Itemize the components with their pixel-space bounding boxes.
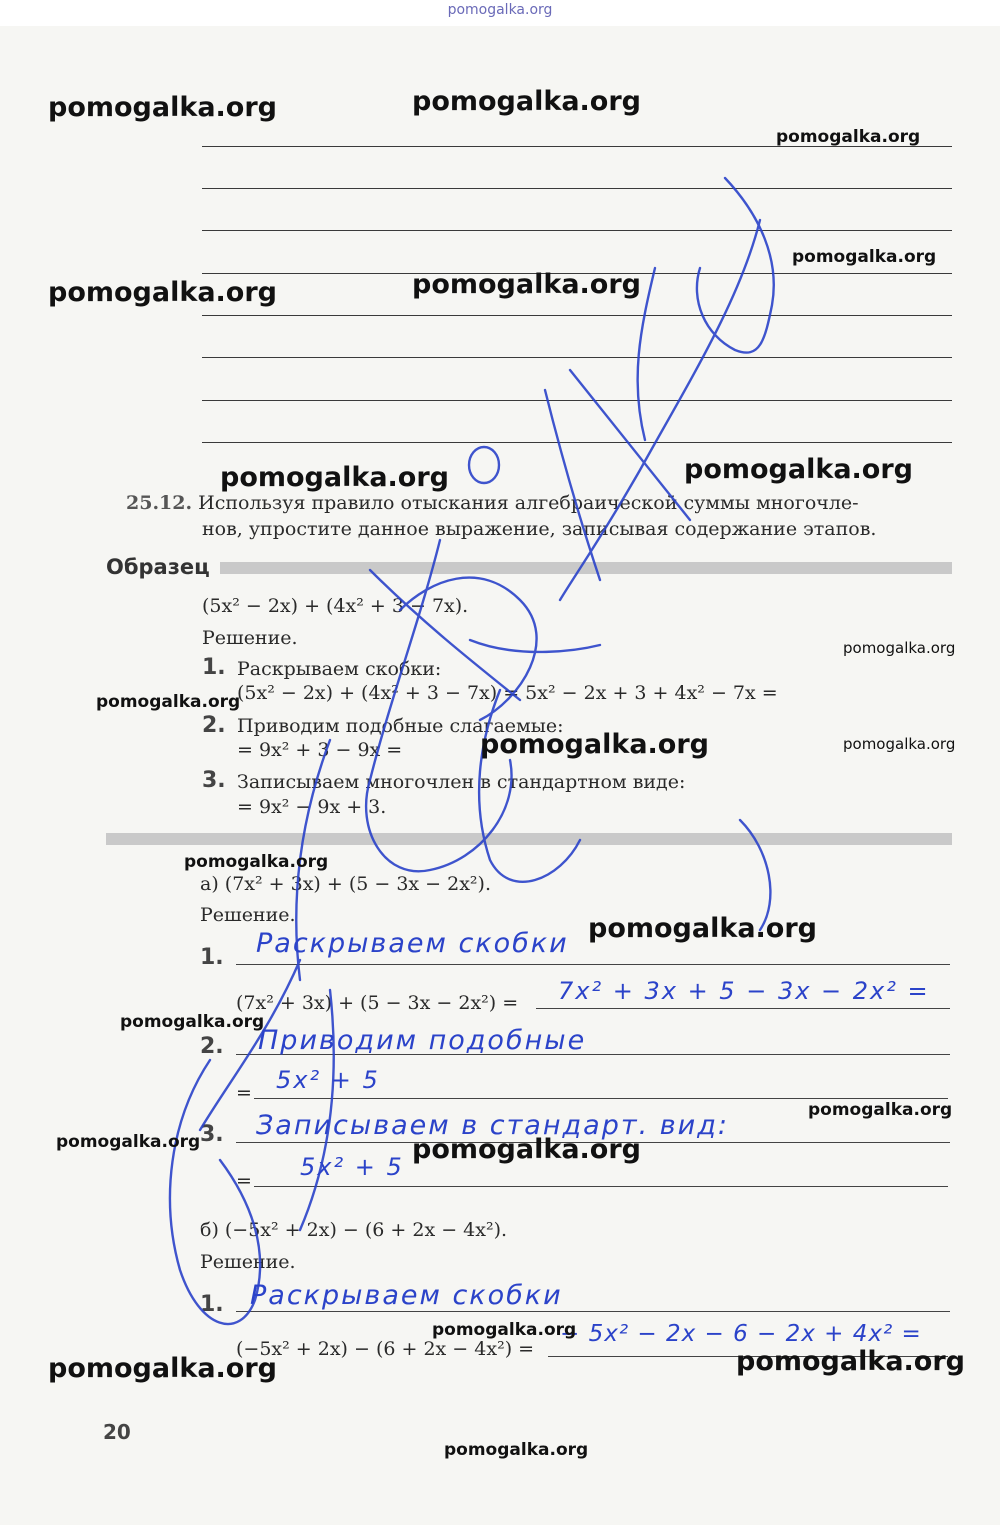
sample-step2-label: Приводим подобные слагаемые: bbox=[237, 715, 564, 737]
watermark: pomogalka.org bbox=[48, 1353, 277, 1384]
part-b-step1-handwriting: Раскрываем скобки bbox=[250, 1280, 563, 1311]
problem-text-line2: нов, упростите данное выражение, записывая содержание этапов. bbox=[202, 518, 877, 540]
watermark: pomogalka.org bbox=[792, 247, 937, 267]
sample-expression: (5x² − 2x) + (4x² + 3 − 7x). bbox=[202, 595, 469, 617]
watermark: pomogalka.org bbox=[96, 692, 241, 712]
watermark: pomogalka.org bbox=[808, 1100, 953, 1120]
watermark: pomogalka.org bbox=[684, 454, 913, 485]
scribble-stroke bbox=[469, 447, 499, 483]
watermark: pomogalka.org bbox=[412, 1134, 641, 1165]
part-a-step3-answer: 5x² + 5 bbox=[300, 1153, 404, 1181]
scribble-stroke bbox=[697, 178, 774, 353]
part-a-solution-label: Решение. bbox=[200, 904, 296, 926]
part-b-task: б) (−5x² + 2x) − (6 + 2x − 4x²). bbox=[200, 1219, 508, 1241]
sample-heading: Образец bbox=[106, 555, 216, 579]
sample-step3-label: Записываем многочлен в стандартном виде: bbox=[237, 771, 686, 793]
scribble-stroke bbox=[170, 1060, 260, 1324]
watermark: pomogalka.org bbox=[736, 1346, 965, 1377]
scribble-stroke bbox=[545, 390, 600, 580]
watermark: pomogalka.org bbox=[48, 92, 277, 123]
watermark: pomogalka.org bbox=[588, 913, 817, 944]
scribble-stroke bbox=[570, 370, 690, 520]
sample-step1-work: (5x² − 2x) + (4x² + 3 − 7x) = 5x² − 2x + 3 + 4x² − 7x = bbox=[237, 682, 778, 704]
watermark: pomogalka.org bbox=[412, 86, 641, 117]
part-b-solution-label: Решение. bbox=[200, 1251, 296, 1273]
watermark: pomogalka.org bbox=[220, 462, 449, 493]
part-a-step3-handwriting: Записываем в стандарт. вид: bbox=[256, 1110, 729, 1141]
sample-step1-number: 1. bbox=[202, 655, 226, 680]
watermark: pomogalka.org bbox=[184, 852, 329, 872]
part-a-task: а) (7x² + 3x) + (5 − 3x − 2x²). bbox=[200, 873, 492, 895]
scribble-stroke bbox=[200, 960, 300, 1130]
page-number: 20 bbox=[103, 1420, 131, 1444]
sample-step1-label: Раскрываем скобки: bbox=[237, 658, 442, 680]
sample-step3-work: = 9x² − 9x + 3. bbox=[237, 796, 387, 818]
watermark: pomogalka.org bbox=[56, 1132, 201, 1152]
part-b-step1-number: 1. bbox=[200, 1292, 224, 1317]
part-a-step2-eq: = bbox=[236, 1082, 252, 1104]
part-a-step1-number: 1. bbox=[200, 945, 224, 970]
watermark: pomogalka.org bbox=[843, 639, 956, 657]
problem-number: 25.12. bbox=[126, 492, 193, 514]
watermark: pomogalka.org bbox=[48, 277, 277, 308]
part-b-step1-printed: (−5x² + 2x) − (6 + 2x − 4x²) = bbox=[236, 1338, 535, 1360]
watermark: pomogalka.org bbox=[120, 1012, 265, 1032]
problem-text-line1: Используя правило отыскания алгебраической суммы многочле- bbox=[198, 492, 859, 514]
watermark: pomogalka.org bbox=[480, 729, 709, 760]
scribble-stroke bbox=[370, 570, 520, 700]
scribble-stroke bbox=[400, 578, 537, 720]
scribble-stroke bbox=[300, 990, 334, 1230]
watermark: pomogalka.org bbox=[432, 1320, 577, 1340]
part-a-step3-eq: = bbox=[236, 1170, 252, 1192]
watermark: pomogalka.org bbox=[412, 269, 641, 300]
part-b-step1-answer: − 5x² − 2x − 6 − 2x + 4x² = bbox=[560, 1321, 922, 1347]
part-a-step1-printed: (7x² + 3x) + (5 − 3x − 2x²) = bbox=[236, 992, 519, 1014]
watermark: pomogalka.org bbox=[843, 735, 956, 753]
part-a-step3-number: 3. bbox=[200, 1122, 224, 1147]
scribble-stroke bbox=[366, 540, 511, 871]
sample-step2-number: 2. bbox=[202, 713, 226, 738]
watermark: pomogalka.org bbox=[444, 1440, 589, 1460]
part-a-step2-handwriting: Приводим подобные bbox=[258, 1025, 587, 1056]
scribble-stroke bbox=[479, 690, 580, 882]
part-a-step1-answer: 7x² + 3x + 5 − 3x − 2x² = bbox=[558, 977, 930, 1005]
sample-step3-number: 3. bbox=[202, 768, 226, 793]
part-a-step1-handwriting: Раскрываем скобки bbox=[256, 928, 569, 959]
sample-step2-work: = 9x² + 3 − 9x = bbox=[237, 739, 403, 761]
part-a-step2-number: 2. bbox=[200, 1034, 224, 1059]
watermark: pomogalka.org bbox=[776, 127, 921, 147]
watermark-top: pomogalka.org bbox=[447, 2, 553, 18]
part-a-step2-answer: 5x² + 5 bbox=[276, 1066, 380, 1094]
sample-solution-label: Решение. bbox=[202, 627, 298, 649]
